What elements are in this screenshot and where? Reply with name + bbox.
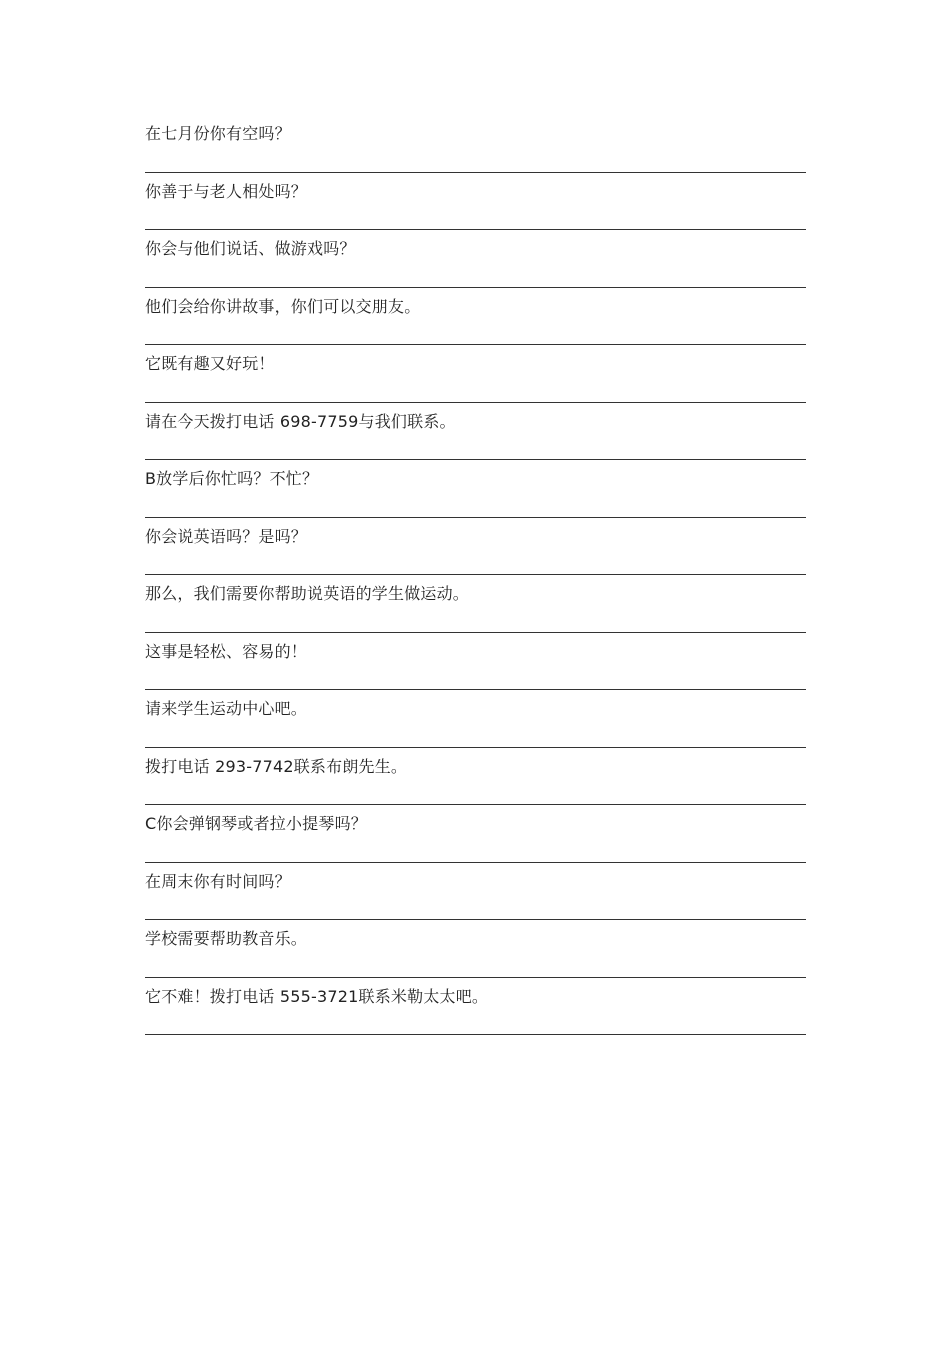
line-text: 学校需要帮助教音乐。 — [145, 929, 308, 948]
line-row — [145, 805, 806, 863]
line-text: 拨打电话 293-7742联系布朗先生。 — [145, 756, 408, 776]
line-row — [145, 978, 806, 1036]
line-text: 请在今天拨打电话 698-7759与我们联系。 — [145, 411, 456, 431]
line-text: 你会说英语吗？是吗？ — [145, 526, 308, 546]
line-row — [145, 173, 806, 231]
line-text: 请来学生运动中心吧。 — [145, 699, 308, 718]
line-row — [145, 748, 806, 806]
line-text: 在七月份你有空吗？ — [145, 124, 291, 143]
line-text: C你会弹钢琴或者拉小提琴吗？ — [145, 814, 367, 833]
line-text: 那么，我们需要你帮助说英语的学生做运动。 — [145, 584, 470, 603]
line-text: 你会与他们说话、做游戏吗？ — [145, 239, 356, 258]
text-lines — [145, 115, 806, 1035]
line-row — [145, 863, 806, 921]
line-text: 它不难！拨打电话 555-3721联系米勒太太吧。 — [145, 986, 489, 1006]
line-row — [145, 633, 806, 691]
line-row — [145, 288, 806, 346]
line-text: 在周末你有时间吗？ — [145, 871, 291, 891]
line-row — [145, 460, 806, 518]
line-text: B放学后你忙吗？不忙？ — [145, 469, 319, 488]
line-text: 这事是轻松、容易的！ — [145, 641, 308, 661]
line-row — [145, 920, 806, 978]
line-row — [145, 230, 806, 288]
line-text: 它既有趣又好玩！ — [145, 354, 275, 373]
line-row — [145, 403, 806, 461]
line-text: 他们会给你讲故事，你们可以交朋友。 — [145, 296, 421, 316]
line-text: 你善于与老人相处吗？ — [145, 181, 308, 201]
line-row — [145, 345, 806, 403]
line-row — [145, 575, 806, 633]
line-row — [145, 690, 806, 748]
line-row — [145, 115, 806, 173]
line-row — [145, 518, 806, 576]
